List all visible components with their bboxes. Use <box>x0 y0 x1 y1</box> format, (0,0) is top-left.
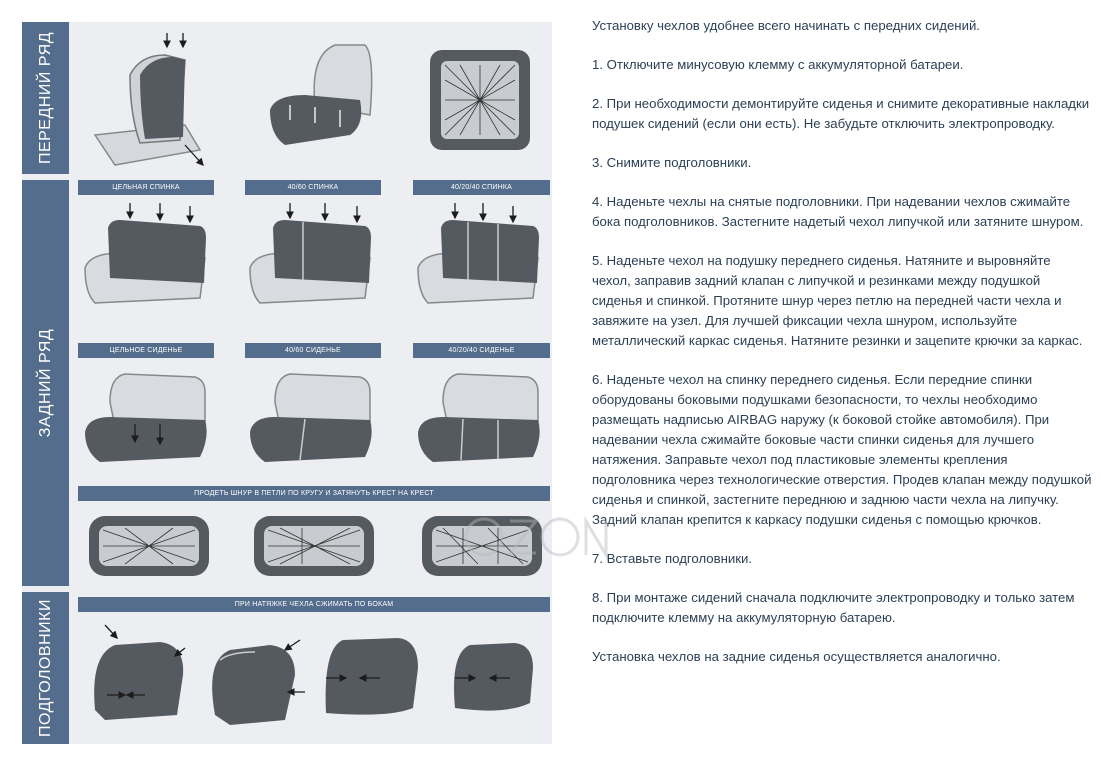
front-row-label: ПЕРЕДНИЙ РЯД <box>36 31 54 165</box>
split-40-20-40-backrest-label: 40/20/40 СПИНКА <box>413 180 550 195</box>
lacing-instruction-banner: ПРОДЕТЬ ШНУР В ПЕТЛИ ПО КРУГУ И ЗАТЯНУТЬ КРЕСТ НА КРЕСТ <box>78 486 550 501</box>
rear-split-backrest-illustration <box>245 198 380 313</box>
rear-split-cushion-illustration <box>245 362 380 472</box>
split-60-cushion-label: 40/60 СИДЕНЬЕ <box>245 343 381 358</box>
front-cushion-illustration <box>265 35 395 165</box>
headrest-step-2-illustration <box>200 620 315 730</box>
headrest-step-4-illustration <box>445 633 545 728</box>
instruction-step-3: 3. Снимите подголовники. <box>592 155 752 170</box>
rear-triple-backrest-illustration <box>413 198 550 313</box>
installation-instructions <box>592 16 1092 686</box>
split-40-20-40-cushion-label: 40/20/40 СИДЕНЬЕ <box>413 343 550 358</box>
front-lacing-illustration <box>425 45 535 155</box>
lacing-triple-illustration <box>418 510 546 582</box>
lacing-solid-illustration <box>85 510 213 582</box>
headrests-label: ПОДГОЛОВНИКИ <box>36 599 54 737</box>
front-backrest-illustration <box>85 25 215 175</box>
instruction-step-8: 8. При монтаже сидений сначала подключите электропроводку и только затем подключите клемму на аккумуляторную батарею. <box>592 590 1075 625</box>
solid-cushion-label: ЦЕЛЬНОЕ СИДЕНЬЕ <box>78 343 214 358</box>
instruction-step-1: 1. Отключите минусовую клемму с аккумуляторной батареи. <box>592 57 964 72</box>
rear-solid-cushion-illustration <box>80 362 215 472</box>
rear-row-label: ЗАДНИЙ РЯД <box>36 328 54 438</box>
instruction-step-2: 2. При необходимости демонтируйте сиденья и снимите декоративные накладки подушек сидений (если они есть). Не забудьте отключить электропроводку. <box>592 96 1090 131</box>
front-row-tab <box>22 22 69 174</box>
instruction-outro: Установка чехлов на задние сиденья осуществляется аналогично. <box>592 649 1001 664</box>
instruction-step-6: 6. Наденьте чехол на спинку переднего сиденья. Если передние спинки оборудованы боковыми подушками безопасности, то чехлы необходимо размещать надписью AIRBAG наружу (к боковой стойке автомобиля). При надевании чехла сжимайте боковые части спинки сиденья для лучшего натяжения. Заправьте чехол под пластиковые элементы крепления подголовника через технологические отверстия. Продев клапан между подушкой сиденья и спинкой, застегните переднюю и заднюю части чехла на липучку. Задний клапан крепится к каркасу подушки сиденья с помощью крючков. <box>592 372 1092 527</box>
rear-solid-backrest-illustration <box>80 198 215 313</box>
instruction-intro: Установку чехлов удобнее всего начинать с передних сидений. <box>592 18 980 33</box>
headrests-tab <box>22 592 69 744</box>
solid-backrest-label: ЦЕЛЬНАЯ СПИНКА <box>78 180 214 195</box>
instruction-step-7: 7. Вставьте подголовники. <box>592 551 753 566</box>
headrest-step-1-illustration <box>85 620 200 730</box>
headrest-instruction-banner: ПРИ НАТЯЖКЕ ЧЕХЛА СЖИМАТЬ ПО БОКАМ <box>78 597 550 612</box>
rear-triple-cushion-illustration <box>413 362 550 472</box>
instruction-step-4: 4. Наденьте чехлы на снятые подголовники. При надевании чехлов сжимайте бока подголовников. Застегните надетый чехол липучкой или затяните шнуром. <box>592 194 1084 229</box>
instruction-step-5: 5. Наденьте чехол на подушку переднего сиденья. Натяните и выровняйте чехол, заправив задний клапан с липучкой и резинками между подушкой сиденья и спинкой. Протяните шнур через петлю на передней части чехла и завяжите на узел. Для лучшей фиксации чехла шнуром, используйте металлический каркас сиденья. Натяните резинки и зацепите крючки за каркас. <box>592 253 1083 348</box>
rear-row-tab <box>22 180 69 586</box>
split-60-backrest-label: 40/60 СПИНКА <box>245 180 381 195</box>
lacing-split-illustration <box>250 510 378 582</box>
headrest-step-3-illustration <box>318 628 428 728</box>
